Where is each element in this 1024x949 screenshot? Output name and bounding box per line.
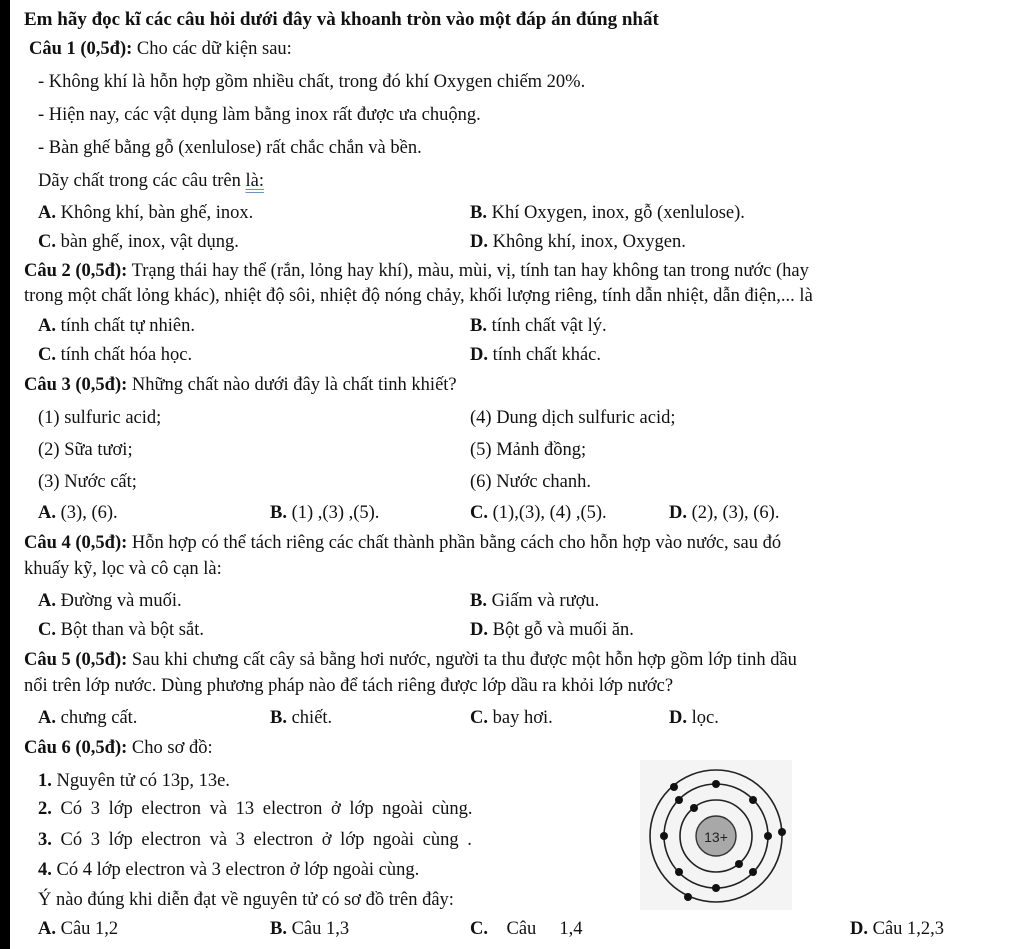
option-c[interactable] [470, 706, 553, 730]
question-prompt: Cho sơ đồ: [127, 738, 213, 758]
question-1-header [29, 37, 292, 61]
option-c[interactable] [470, 501, 607, 525]
question-1-stem [38, 169, 264, 193]
option-text: tính chất hóa học. [56, 345, 193, 365]
option-text: Giấm và rượu. [486, 591, 600, 611]
question-5-header [24, 648, 797, 672]
question-2-prompt-cont: trong một chất lỏng khác), nhiệt độ sôi, nhiệt độ nóng chảy, khối lượng riêng, tính dẫn nhiệt, dẫn điện,... là [24, 286, 813, 306]
option-text: bàn ghế, inox, vật dụng. [56, 232, 239, 252]
page-heading: Em hãy đọc kĩ các câu hỏi dưới đây và khoanh tròn vào một đáp án đúng nhất [24, 9, 659, 30]
option-letter: C. [470, 708, 488, 728]
option-letter: B. [470, 591, 487, 611]
stem-text: Dãy chất trong các câu trên [38, 171, 246, 191]
option-letter: C. [470, 919, 488, 939]
option-letter: D. [850, 919, 868, 939]
question-label: Câu 1 (0,5đ): [29, 39, 133, 59]
option-text: Câu 1,2,3 [868, 919, 945, 939]
option-a[interactable] [38, 314, 195, 338]
option-a[interactable] [38, 501, 118, 525]
option-a[interactable] [38, 201, 253, 225]
option-letter: B. [270, 919, 287, 939]
statement-number: 1. [38, 771, 52, 791]
option-text: Bột than và bột sắt. [56, 620, 204, 640]
option-text: (1) ,(3) ,(5). [286, 503, 380, 523]
statement-text: Có 3 lớp electron và 13 electron ở lớp ngoài cùng. [51, 799, 473, 819]
statement-text: Có 3 lớp electron và 3 electron ở lớp ngoài cùng . [51, 830, 472, 850]
option-text: Câu 1,2 [56, 919, 119, 939]
question-prompt: Cho các dữ kiện sau: [132, 39, 292, 59]
option-d[interactable] [470, 618, 634, 642]
option-text: Đường và muối. [56, 591, 182, 611]
option-letter: D. [669, 708, 687, 728]
option-c[interactable] [38, 618, 204, 642]
item-2: (2) Sữa tươi; [38, 440, 133, 460]
question-label: Câu 4 (0,5đ): [24, 533, 128, 553]
question-label: Câu 5 (0,5đ): [24, 650, 128, 670]
statement-3 [38, 828, 472, 852]
nucleus-label: 13+ [704, 829, 728, 845]
fact-1: - Không khí là hỗn hợp gồm nhiều chất, trong đó khí Oxygen chiếm 20%. [38, 72, 586, 92]
option-text: (1),(3), (4) ,(5). [488, 503, 607, 523]
question-6-header [24, 736, 213, 760]
option-d[interactable] [470, 343, 601, 367]
question-4-header [24, 531, 781, 555]
question-4-prompt-cont: khuấy kỹ, lọc và cô cạn là: [24, 559, 222, 579]
item-6: (6) Nước chanh. [470, 472, 591, 492]
option-text: (3), (6). [56, 503, 118, 523]
atom-diagram [640, 760, 792, 910]
option-letter: C. [470, 503, 488, 523]
option-letter: C. [38, 620, 56, 640]
statement-number: 3. [38, 830, 52, 850]
option-b[interactable] [270, 917, 349, 941]
statement-number: 2. [38, 799, 52, 819]
question-5-prompt-cont: nổi trên lớp nước. Dùng phương pháp nào để tách riêng được lớp dầu ra khỏi lớp nước? [24, 676, 674, 696]
question-6-stem: Ý nào đúng khi diễn đạt về nguyên tử có sơ đồ trên đây: [38, 890, 454, 910]
option-letter: D. [669, 503, 687, 523]
option-letter: A. [38, 503, 56, 523]
question-3-header [24, 373, 457, 397]
option-c[interactable] [470, 917, 583, 941]
item-1: (1) sulfuric acid; [38, 408, 162, 428]
option-letter: B. [270, 503, 287, 523]
option-text: chưng cất. [56, 708, 138, 728]
option-b[interactable] [470, 314, 607, 338]
question-2-header [24, 259, 994, 283]
option-letter: C. [38, 232, 56, 252]
option-text: Không khí, bàn ghế, inox. [56, 203, 254, 223]
statement-2 [38, 797, 626, 821]
option-d[interactable] [669, 706, 719, 730]
option-text: Bột gỗ và muối ăn. [488, 620, 634, 640]
option-b[interactable] [470, 589, 599, 613]
option-text: Không khí, inox, Oxygen. [488, 232, 686, 252]
option-text: chiết. [286, 708, 333, 728]
option-letter: D. [470, 620, 488, 640]
option-c[interactable] [38, 230, 239, 254]
question-prompt: Sau khi chưng cất cây sả bằng hơi nước, người ta thu được một hỗn hợp gồm lớp tinh dầu [127, 650, 797, 670]
option-text: lọc. [687, 708, 719, 728]
atom-shell-diagram-icon [640, 760, 792, 910]
option-a[interactable] [38, 917, 118, 941]
fact-3: - Bàn ghế bằng gỗ (xenlulose) rất chắc chắn và bền. [38, 138, 422, 158]
option-letter: B. [470, 316, 487, 336]
option-text: (2), (3), (6). [687, 503, 780, 523]
left-edge-bar [0, 0, 10, 949]
option-text: Câu 1,4 [488, 919, 583, 939]
statement-1 [38, 769, 230, 793]
question-label: Câu 2 (0,5đ): [24, 261, 128, 281]
statement-text: Có 4 lớp electron và 3 electron ở lớp ngoài cùng. [51, 860, 420, 880]
question-label: Câu 3 (0,5đ): [24, 375, 128, 395]
option-text: Khí Oxygen, inox, gỗ (xenlulose). [486, 203, 745, 223]
option-letter: D. [470, 345, 488, 365]
item-5: (5) Mảnh đồng; [470, 440, 587, 460]
item-4: (4) Dung dịch sulfuric acid; [470, 408, 676, 428]
option-letter: A. [38, 316, 56, 336]
option-a[interactable] [38, 589, 182, 613]
statement-text: Nguyên tử có 13p, 13e. [51, 771, 230, 791]
question-prompt: Trạng thái hay thể (rắn, lỏng hay khí), màu, mùi, vị, tính tan hay không tan trong nước (hay [127, 261, 809, 281]
option-b[interactable] [270, 706, 332, 730]
question-label: Câu 6 (0,5đ): [24, 738, 128, 758]
item-3: (3) Nước cất; [38, 472, 137, 492]
cut-off-text-line [60, 940, 1000, 949]
question-prompt: Hỗn hợp có thể tách riêng các chất thành phần bằng cách cho hỗn hợp vào nước, sau đó [127, 533, 782, 553]
option-letter: A. [38, 203, 56, 223]
option-letter: D. [470, 232, 488, 252]
option-d[interactable] [669, 501, 779, 525]
option-b[interactable] [470, 201, 745, 225]
option-letter: B. [270, 708, 287, 728]
option-a[interactable] [38, 706, 137, 730]
statement-number: 4. [38, 860, 52, 880]
option-letter: C. [38, 345, 56, 365]
option-c[interactable] [38, 343, 192, 367]
option-letter: B. [470, 203, 487, 223]
option-text: bay hơi. [488, 708, 553, 728]
option-text: tính chất tự nhiên. [56, 316, 195, 336]
option-text: tính chất khác. [488, 345, 602, 365]
statement-4 [38, 858, 419, 882]
option-d[interactable] [850, 917, 944, 941]
option-letter: A. [38, 919, 56, 939]
option-letter: A. [38, 591, 56, 611]
option-letter: A. [38, 708, 56, 728]
fact-2: - Hiện nay, các vật dụng làm bằng inox rất được ưa chuộng. [38, 105, 481, 125]
option-text: tính chất vật lý. [486, 316, 607, 336]
option-d[interactable] [470, 230, 686, 254]
question-prompt: Những chất nào dưới đây là chất tinh khiết? [127, 375, 457, 395]
option-b[interactable] [270, 501, 379, 525]
option-text: Câu 1,3 [286, 919, 350, 939]
grammar-marked-text: là: [245, 171, 265, 191]
